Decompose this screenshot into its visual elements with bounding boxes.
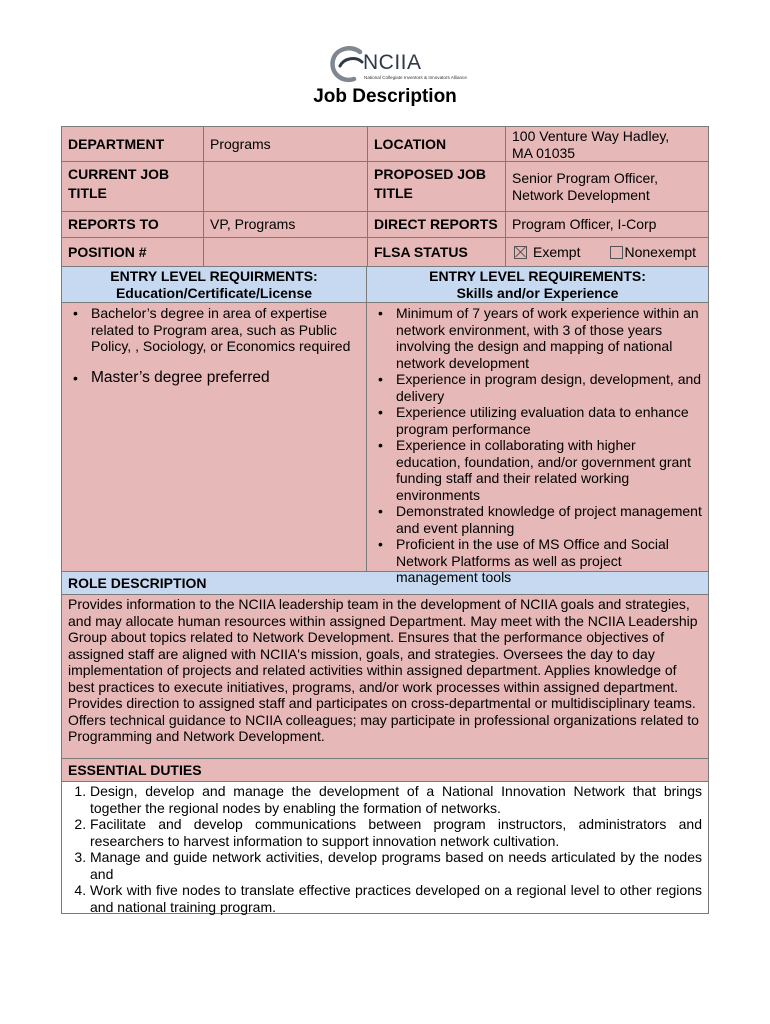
current-title-label-line-2: TITLE (68, 185, 107, 201)
role-body-row (62, 595, 708, 759)
skills-header (367, 267, 708, 302)
skills-list (375, 305, 702, 586)
nciia-swoosh-icon (330, 46, 366, 84)
position-row (62, 238, 708, 267)
skills-header-line-2: Skills and/or Experience (456, 284, 619, 301)
role-line: Group about topics related to Network Development. Ensures that the performance objectives of (68, 629, 665, 645)
role-line: Programming and Network Development. (68, 728, 325, 744)
department-value[interactable]: Programs (204, 127, 368, 161)
logo-brand-text: NCIIA (363, 51, 422, 74)
role-line: assigned staff are aligned with NCIIA's mission, goals, and strategies. Oversees the day to day (68, 645, 655, 662)
education-list (70, 305, 360, 386)
job-title-row (62, 162, 708, 212)
reports-to-value[interactable]: VP, Programs (204, 212, 368, 237)
nonexempt-label: Nonexempt (624, 243, 697, 260)
education-header-line-1: ENTRY LEVEL REQUIRMENTS: (110, 268, 318, 284)
direct-reports-value[interactable]: Program Officer, I-Corp (506, 212, 708, 237)
position-label: POSITION # (62, 238, 204, 266)
location-line-2: MA 01035 (512, 144, 576, 161)
nonexempt-checkbox-icon[interactable] (610, 246, 623, 259)
list-item: 1. Design, develop and manage the development of a National Innovation Network that brings together the regional nodes by enabling the formation of networks. (90, 783, 702, 816)
role-line: implementation of projects and related activities within assigned department. Applies knowledge of (68, 662, 677, 678)
skills-list-cell (367, 303, 708, 585)
list-item: • Proficient in the use of MS Office and Social Network Platforms as well as project management tools (396, 536, 702, 586)
requirements-header-row (62, 267, 708, 303)
current-title-value[interactable] (204, 162, 368, 211)
proposed-title-label-line-1: PROPOSED JOB (374, 166, 487, 182)
department-label: DEPARTMENT (62, 127, 204, 161)
list-item: 3. Manage and guide network activities, develop programs based on needs articulated by the nodes and (90, 849, 702, 882)
education-header (62, 267, 367, 302)
skills-header-line-1: ENTRY LEVEL REQUIREMENTS: (429, 268, 646, 284)
reports-to-label: REPORTS TO (62, 212, 204, 237)
list-item: • Minimum of 7 years of work experience within an network environment, with 3 of those years involving the design and mapping of national network development (396, 305, 702, 371)
duties-header: ESSENTIAL DUTIES (62, 759, 708, 781)
proposed-title-label (368, 162, 506, 211)
proposed-title-line-1: Senior Program Officer, (512, 170, 659, 186)
list-item: • Experience in program design, development, and delivery (396, 371, 702, 404)
duties-body-row (62, 782, 708, 913)
exempt-label: Exempt (533, 243, 581, 260)
page-title: Job Description (313, 86, 457, 107)
exempt-checkbox-icon[interactable] (514, 246, 527, 259)
flsa-options (506, 238, 708, 266)
duties-list-cell (62, 782, 708, 913)
list-item: • Experience utilizing evaluation data to enhance program performance (396, 404, 702, 437)
role-line: Offers technical guidance to NCIIA colleagues; may participate in professional organizations related to (68, 711, 699, 728)
education-header-line-2: Education/Certificate/License (115, 284, 313, 301)
nciia-logo (330, 44, 467, 86)
proposed-title-label-line-2: TITLE (374, 185, 413, 201)
proposed-title-value[interactable] (506, 162, 708, 211)
list-item: • Bachelor’s degree in area of expertise related to Program area, such as Public Policy, , Sociology, or Economics required (91, 305, 360, 355)
list-item: 2. Facilitate and develop communications between program instructors, administrators and researchers to harvest information to support innovation network cultivation. (90, 816, 702, 849)
department-row (62, 127, 708, 162)
list-item: • Experience in collaborating with higher education, foundation, and/or government grant funding staff and their related working environments (396, 437, 702, 503)
role-line: Provides direction to assigned staff and participates on cross-departmental or multidisciplinary teams. (68, 695, 696, 711)
position-value[interactable] (204, 238, 368, 266)
flsa-label: FLSA STATUS (368, 238, 506, 266)
logo-tagline: National Collegiate Inventors & Innovators Alliance (364, 75, 467, 80)
list-item: 4. Work with five nodes to translate effective practices developed on a regional level to other regions and national training program. (90, 882, 702, 915)
role-header: ROLE DESCRIPTION (62, 572, 708, 594)
location-label: LOCATION (368, 127, 506, 161)
role-line: Provides information to the NCIIA leadership team in the development of NCIIA goals and strategies, (68, 596, 690, 612)
reports-row (62, 212, 708, 238)
duties-header-row (62, 759, 708, 782)
role-line: best practices to execute initiatives, programs, and/or work processes within assigned department. (68, 678, 679, 695)
education-list-cell (62, 303, 367, 571)
current-title-label (62, 162, 204, 211)
duties-list (68, 783, 702, 915)
location-line-1: 100 Venture Way Hadley, (512, 128, 670, 144)
role-description (62, 595, 708, 758)
current-title-label-line-1: CURRENT JOB (68, 166, 170, 182)
direct-reports-label: DIRECT REPORTS (368, 212, 506, 237)
list-item: • Demonstrated knowledge of project management and event planning (396, 503, 702, 536)
job-description-table (61, 126, 709, 914)
list-item: • Master’s degree preferred (91, 370, 360, 387)
role-line: and may allocate human resources within assigned Department. May meet with the NCIIA Leadership (68, 612, 698, 629)
location-value[interactable] (506, 127, 708, 161)
proposed-title-line-2: Network Development (512, 186, 650, 203)
